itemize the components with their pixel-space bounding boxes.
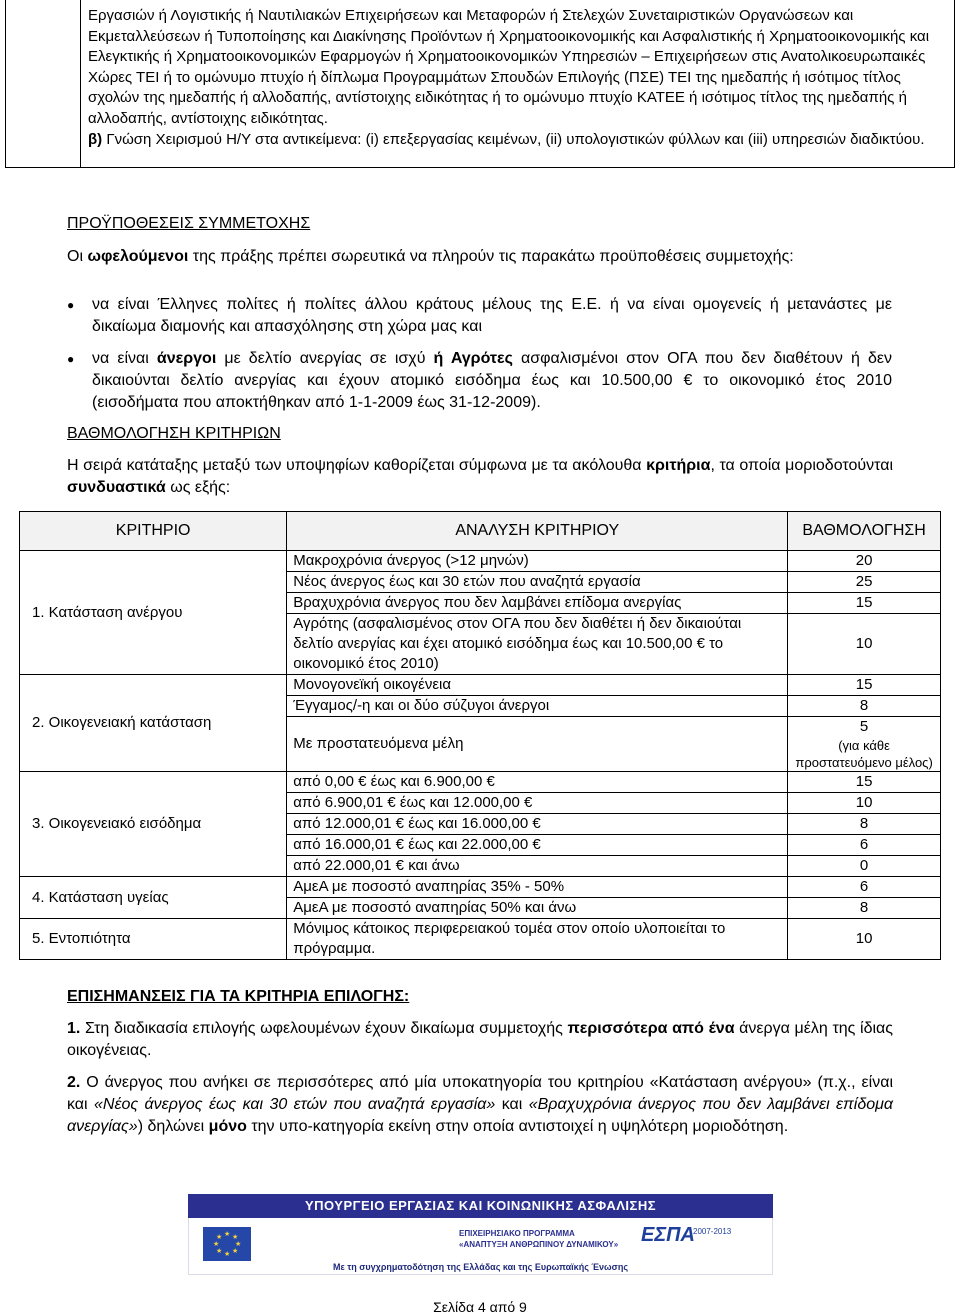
bullet-icon: ●	[67, 298, 75, 312]
bullet-icon: ●	[67, 352, 75, 366]
criterion-health: 4. Κατάσταση υγείας	[20, 877, 287, 919]
header-score: ΒΑΘΜΟΛΟΓΗΣΗ	[788, 512, 941, 551]
qualifications-computer-skills: β) Γνώση Χειρισμού Η/Υ στα αντικείμενα: (i) επεξεργασίας κειμένων, (ii) υπολογιστικών φύλλων και (iii) υπηρεσιών διαδικτύου.	[88, 130, 925, 148]
table-row: από 12.000,01 € έως και 16.000,00 € 8	[20, 814, 941, 835]
table-row: Αγρότης (ασφαλισμένος στον ΟΓΑ που δεν διαθέτει ή δεν δικαιούται δελτίο ανεργίας και έχει ατομικό εισόδημα έως και 10.500,00 € το οικονομικό έτος 2010) 10	[20, 614, 941, 675]
ministry-title: ΥΠΟΥΡΓΕΙΟ ΕΡΓΑΣΙΑΣ ΚΑΙ ΚΟΙΝΩΝΙΚΗΣ ΑΣΦΑΛΙΣΗΣ	[188, 1194, 773, 1218]
table-row: 1. Κατάσταση ανέργου Μακροχρόνια άνεργος (>12 μηνών) 20	[20, 551, 941, 572]
criterion-unemployment: 1. Κατάσταση ανέργου	[20, 551, 287, 675]
header-criterion: ΚΡΙΤΗΡΙΟ	[20, 512, 287, 551]
cofunding-caption: Με τη συγχρηματοδότηση της Ελλάδας και της Ευρωπαϊκής Ένωσης	[332, 1262, 628, 1272]
criterion-locality: 5. Εντοπιότητα	[20, 919, 287, 960]
conditions-heading: ΠΡΟΫΠΟΘΕΣΕΙΣ ΣΥΜΜΕΤΟΧΗΣ	[67, 215, 311, 232]
qualifications-box	[5, 0, 955, 168]
qualifications-degrees: Εργασιών ή Λογιστικής ή Ναυτιλιακών Επιχειρήσεων και Μεταφορών ή Στελεχών Συνεταιριστικών Οργανώσεων και Εκμεταλλεύσεων ή Τυποποίησης και Διακίνησης Προϊόντων ή Χρηματοοικονομικής και Ασφαλιστικής ή Χρηματοοικονομικής και Ελεγκτικής ή Χρηματοοικονομικών Εφαρμογών ή Χρηματοοικονομικών Υπηρεσιών – Επιχειρήσεων στις Ανατολικοευρωπαικές Χώρες ΤΕΙ ή το ομώνυμο πτυχίο ή δίπλωμα Προγραμμάτων Σπουδών Επιλογής (ΠΣΕ) ΤΕΙ της ημεδαπής ή ισότιμος τίτλος σχολών της ημεδαπής ή αλλοδαπής, αντίστοιχης ειδικότητας ή το ομώνυμο πτυχίο ΚΑΤΕΕ ή ισότιμος τίτλος της ημεδαπής ή αλλοδαπής, αντίστοιχης ειδικότητας.	[88, 7, 930, 127]
scoring-heading: ΒΑΘΜΟΛΟΓΗΣΗ ΚΡΙΤΗΡΙΩΝ	[67, 425, 281, 442]
page-number: Σελίδα 4 από 9	[433, 1299, 527, 1315]
table-row: Νέος άνεργος έως και 30 ετών που αναζητά εργασία 25	[20, 572, 941, 593]
scoring-intro: Η σειρά κατάταξης μεταξύ των υποψηφίων καθορίζεται σύμφωνα με τα ακόλουθα κριτήρια, τα οποία μοριοδοτούνται συνδυαστικά ως εξής:	[67, 457, 894, 496]
criterion-income: 3. Οικογενειακό εισόδημα	[20, 772, 287, 877]
header-analysis: ΑΝΑΛΥΣΗ ΚΡΙΤΗΡΙΟΥ	[287, 512, 788, 551]
conditions-intro: Οι ωφελούμενοι της πράξης πρέπει σωρευτικά να πληρούν τις παρακάτω προϋποθέσεις συμμετοχής:	[67, 248, 794, 265]
criteria-table	[19, 511, 941, 960]
table-row: ΑμεΑ με ποσοστό αναπηρίας 50% και άνω 8	[20, 898, 941, 919]
table-row: Με προστατευόμενα μέλη 5 (για κάθε προστατευόμενο μέλος)	[20, 717, 941, 772]
table-row: 5. Εντοπιότητα Μόνιμος κάτοικος περιφερειακού τομέα στον οποίο υλοποιείται το πρόγραμμα. 10	[20, 919, 941, 960]
table-row: Έγγαμος/-η και οι δύο σύζυγοι άνεργοι 8	[20, 696, 941, 717]
program-title: ΕΠΙΧΕΙΡΗΣΙΑΚΟ ΠΡΟΓΡΑΜΜΑ «ΑΝΑΠΤΥΞΗ ΑΝΘΡΩΠΙΝΟΥ ΔΥΝΑΜΙΚΟΥ»	[459, 1229, 619, 1249]
funding-banner	[188, 1194, 773, 1276]
notes-heading: ΕΠΙΣΗΜΑΝΣΕΙΣ ΓΙΑ ΤΑ ΚΡΙΤΗΡΙΑ ΕΠΙΛΟΓΗΣ:	[67, 988, 410, 1005]
table-row: 3. Οικογενειακό εισόδημα από 0,00 € έως και 6.900,00 € 15	[20, 772, 941, 793]
qualifications-text	[88, 6, 950, 150]
table-row: Βραχυχρόνια άνεργος που δεν λαμβάνει επίδομα ανεργίας 15	[20, 593, 941, 614]
table-header-row	[20, 512, 941, 551]
qualifications-label-cell	[6, 0, 81, 167]
note-1: 1. Στη διαδικασία επιλογής ωφελουμένων έχουν δικαίωμα συμμετοχής περισσότερα από ένα άνεργα μέλη της ίδιας οικογένειας.	[67, 1020, 894, 1059]
table-row: από 16.000,01 € έως και 22.000,00 € 6	[20, 835, 941, 856]
table-row: από 6.900,01 € έως και 12.000,00 € 10	[20, 793, 941, 814]
table-row: από 22.000,01 € και άνω 0	[20, 856, 941, 877]
espa-logo: ΕΣΠΑ 2007-2013	[641, 1224, 732, 1246]
note-2: 2. Ο άνεργος που ανήκει σε περισσότερες από μία υποκατηγορία του κριτηρίου «Κατάσταση ανέργου» (π.χ., είναι και «Νέος άνεργος έως και 30 ετών που αναζητά εργασία» και «Βραχυχρόνια άνεργος που δεν λαμβάνει επίδομα ανεργίας») δηλώνει μόνο την υπο-κατηγορία εκείνη στην οποία αντιστοιχεί η υψηλότερη μοριοδότηση.	[67, 1074, 894, 1135]
eu-flag-icon: ★ ★ ★ ★ ★ ★ ★ ★	[203, 1227, 251, 1261]
table-row: 4. Κατάσταση υγείας ΑμεΑ με ποσοστό αναπηρίας 35% - 50% 6	[20, 877, 941, 898]
criterion-family: 2. Οικογενειακή κατάσταση	[20, 675, 287, 772]
table-row: 2. Οικογενειακή κατάσταση Μονογονεϊκή οικογένεια 15	[20, 675, 941, 696]
